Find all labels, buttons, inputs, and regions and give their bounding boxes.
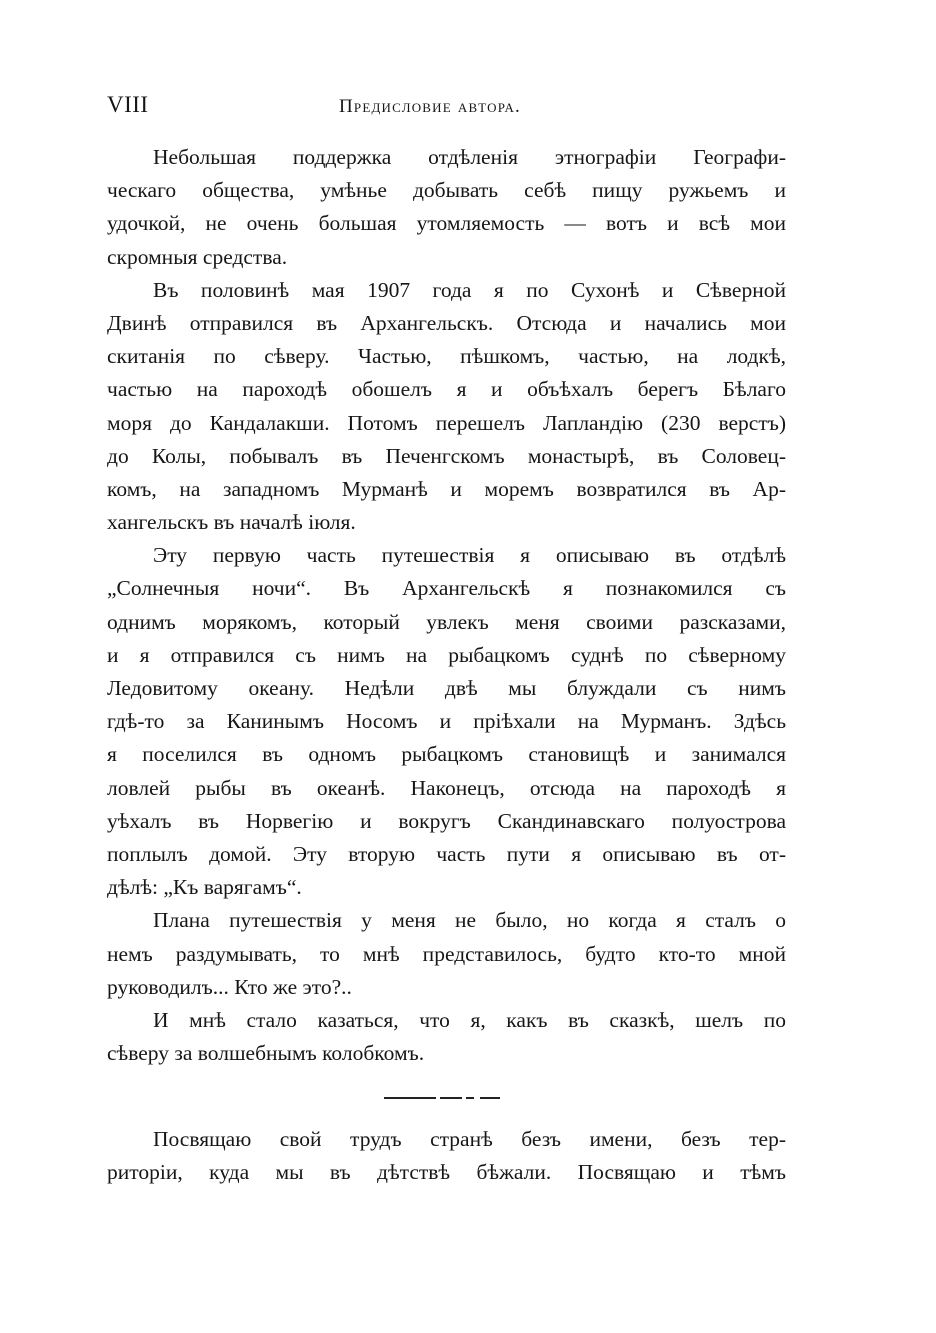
- text-line: скромныя средства.: [107, 244, 288, 269]
- preface-body: [107, 141, 786, 1070]
- text-line: дѣлѣ: „Къ варягамъ“.: [107, 875, 302, 900]
- text-line: до Колы, побывалъ въ Печенгскомъ монастырѣ, въ Соловец-: [107, 443, 786, 468]
- text-line: уѣхалъ въ Норвегію и вокругъ Скандинавскаго полуострова: [107, 808, 786, 833]
- dedication: [107, 1123, 786, 1189]
- text-line: скитанія по сѣверу. Частью, пѣшкомъ, частью, на лодкѣ,: [107, 344, 786, 369]
- text-line: частью на пароходѣ обошелъ я и объѣхалъ берегъ Бѣлаго: [107, 377, 786, 402]
- running-title: Предисловие автора.: [339, 96, 522, 117]
- text-line: Плана путешествія у меня не было, но когда я сталъ о: [153, 908, 786, 933]
- text-line: Эту первую часть путешествія я описываю въ отдѣлѣ: [153, 543, 786, 568]
- text-line: моря до Кандалакши. Потомъ перешелъ Лапландію (230 верстъ): [107, 410, 786, 435]
- paragraph-5: [107, 1004, 786, 1070]
- paragraph-4: [107, 904, 786, 1004]
- text-line: ческаго общества, умѣнье добывать себѣ пищу ружьемъ и: [107, 178, 786, 203]
- text-line: Ледовитому океану. Недѣли двѣ мы блуждали съ нимъ: [107, 676, 786, 700]
- section-divider: [384, 1096, 504, 1100]
- text-line: поплылъ домой. Эту вторую часть пути я описываю въ от-: [107, 841, 786, 866]
- text-line: удочкой, не очень большая утомляемость — вотъ и всѣ мои: [107, 211, 786, 236]
- text-line: однимъ морякомъ, который увлекъ меня своими разсказами,: [107, 609, 786, 634]
- text-line: „Солнечныя ночи“. Въ Архангельскѣ я познакомился съ: [107, 576, 786, 601]
- text-line: немъ раздумывать, то мнѣ представилось, будто кто-то мной: [107, 941, 786, 966]
- text-line: руководилъ... Кто же это?..: [107, 974, 352, 999]
- text-line: сѣверу за волшебнымъ колобкомъ.: [107, 1041, 425, 1066]
- text-line: Посвящаю свой трудъ странѣ безъ имени, безъ тер-: [153, 1127, 786, 1151]
- text-line: гдѣ-то за Канинымъ Носомъ и пріѣхали на Мурманъ. Здѣсь: [107, 709, 786, 734]
- text-line: ловлей рыбы въ океанѣ. Наконецъ, отсюда на пароходѣ я: [107, 775, 786, 800]
- text-line: я поселился въ одномъ рыбацкомъ становищѣ и занимался: [107, 742, 786, 767]
- text-line: риторіи, куда мы въ дѣтствѣ бѣжали. Посвящаю и тѣмъ: [107, 1160, 786, 1185]
- text-line: хангельскъ въ началѣ іюля.: [107, 510, 356, 535]
- text-line: И мнѣ стало казаться, что я, какъ въ сказкѣ, шелъ по: [153, 1007, 786, 1032]
- text-line: Двинѣ отправился въ Архангельскъ. Отсюда и начались мои: [107, 310, 786, 335]
- paragraph-3: [107, 539, 786, 904]
- page-number: VIII: [107, 92, 149, 117]
- text-line: и я отправился съ нимъ на рыбацкомъ суднѣ по сѣверному: [107, 642, 786, 667]
- text-line: Небольшая поддержка отдѣленія этнографіи Географи-: [153, 145, 786, 169]
- text-line: Въ половинѣ мая 1907 года я по Сухонѣ и Сѣверной: [153, 277, 786, 302]
- page-header: [107, 92, 791, 132]
- paragraph-2: [107, 274, 786, 540]
- text-line: комъ, на западномъ Мурманѣ и моремъ возвратился въ Ар-: [107, 476, 786, 501]
- paragraph-1: [107, 141, 786, 274]
